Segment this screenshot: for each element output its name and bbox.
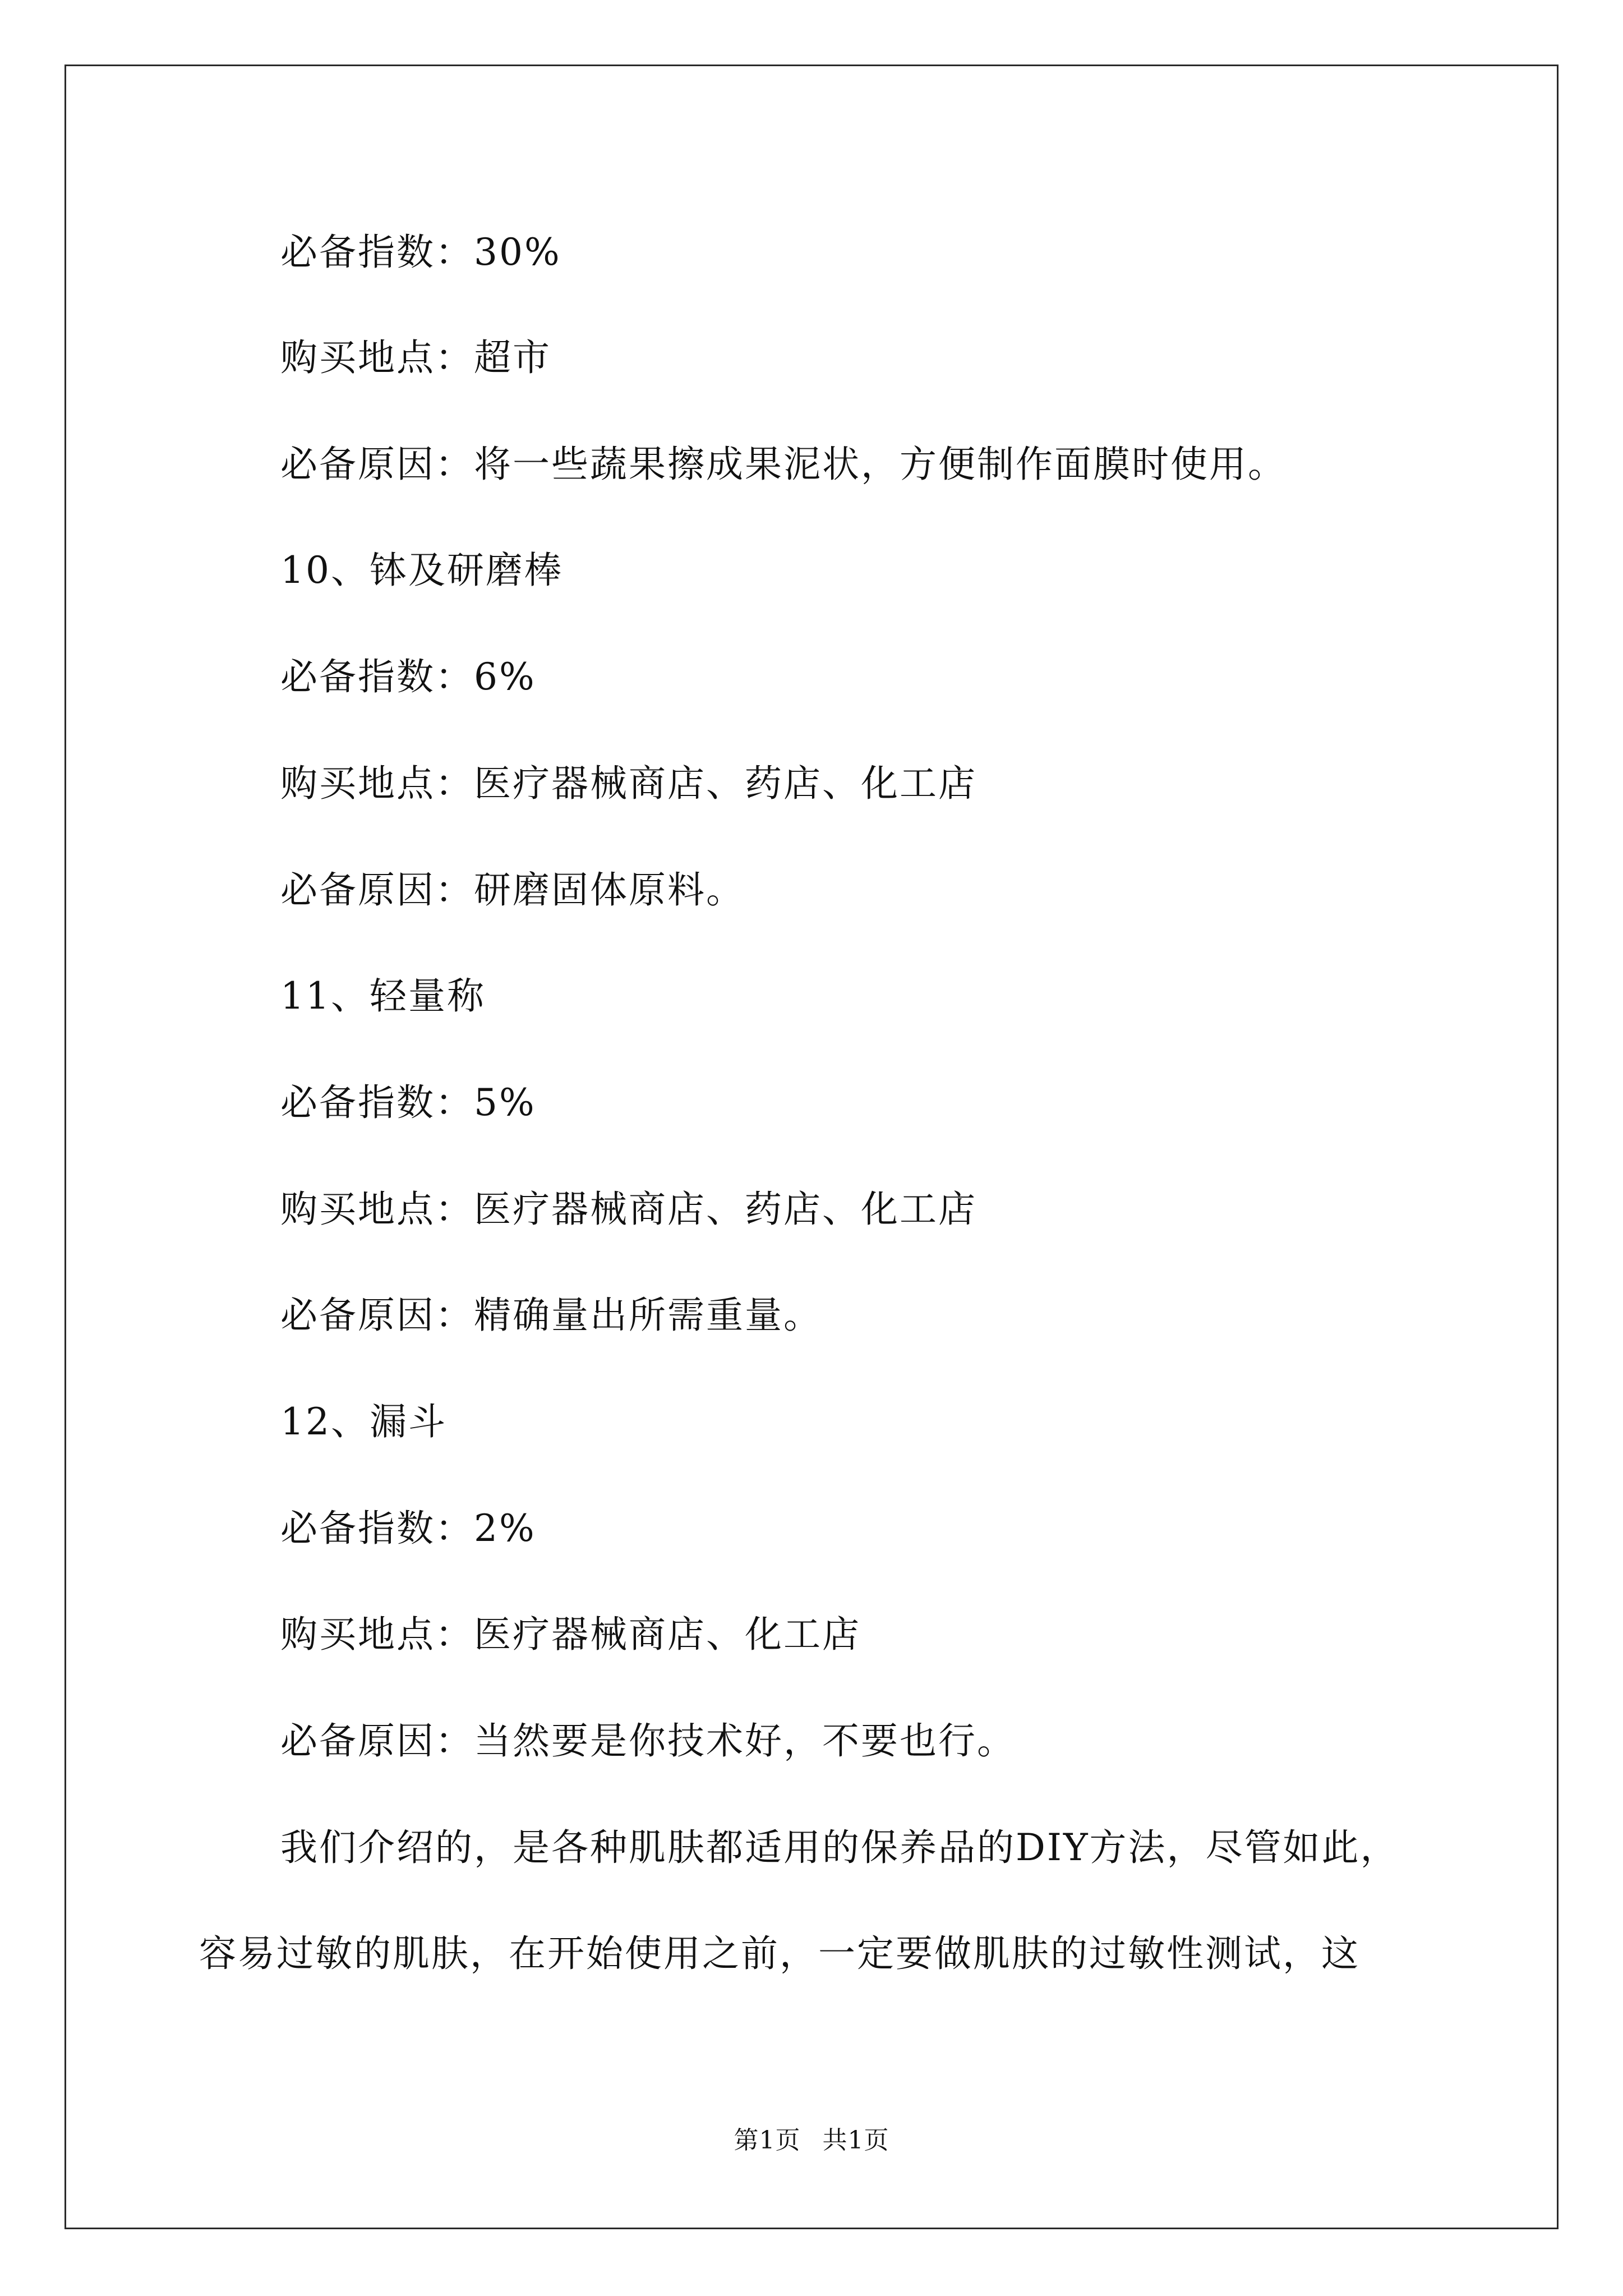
text-line: 必备原因：精确量出所需重量。 — [280, 1294, 822, 1337]
page-border — [64, 65, 1559, 2229]
section-heading: 11、轻量称 — [280, 974, 486, 1018]
text-line: 购买地点：医疗器械商店、药店、化工店 — [280, 1188, 977, 1231]
text-line: 必备指数：6% — [280, 655, 536, 698]
text-line: 必备原因：研磨固体原料。 — [280, 868, 745, 912]
text-line: 必备指数：30% — [280, 231, 561, 274]
paragraph-line: 容易过敏的肌肤，在开始使用之前，一定要做肌肤的过敏性测试，这 — [199, 1932, 1360, 1975]
text-line: 必备指数：5% — [280, 1081, 536, 1124]
section-heading: 10、钵及研磨棒 — [280, 549, 563, 592]
section-heading: 12、漏斗 — [280, 1400, 447, 1443]
page-number: 第1页 — [734, 2126, 801, 2155]
text-line: 必备指数：2% — [280, 1507, 536, 1550]
paragraph-line: 我们介绍的，是各种肌肤都适用的保养品的DIY方法，尽管如此， — [280, 1826, 1399, 1869]
text-line: 必备原因：当然要是你技术好，不要也行。 — [280, 1719, 1016, 1763]
text-line: 购买地点：医疗器械商店、化工店 — [280, 1613, 861, 1656]
text-line: 购买地点：超市 — [280, 336, 551, 379]
page-footer — [0, 2125, 1623, 2156]
text-line: 购买地点：医疗器械商店、药店、化工店 — [280, 762, 977, 805]
page-total: 共1页 — [822, 2126, 889, 2155]
text-line: 必备原因：将一些蔬果擦成果泥状，方便制作面膜时使用。 — [280, 443, 1287, 486]
